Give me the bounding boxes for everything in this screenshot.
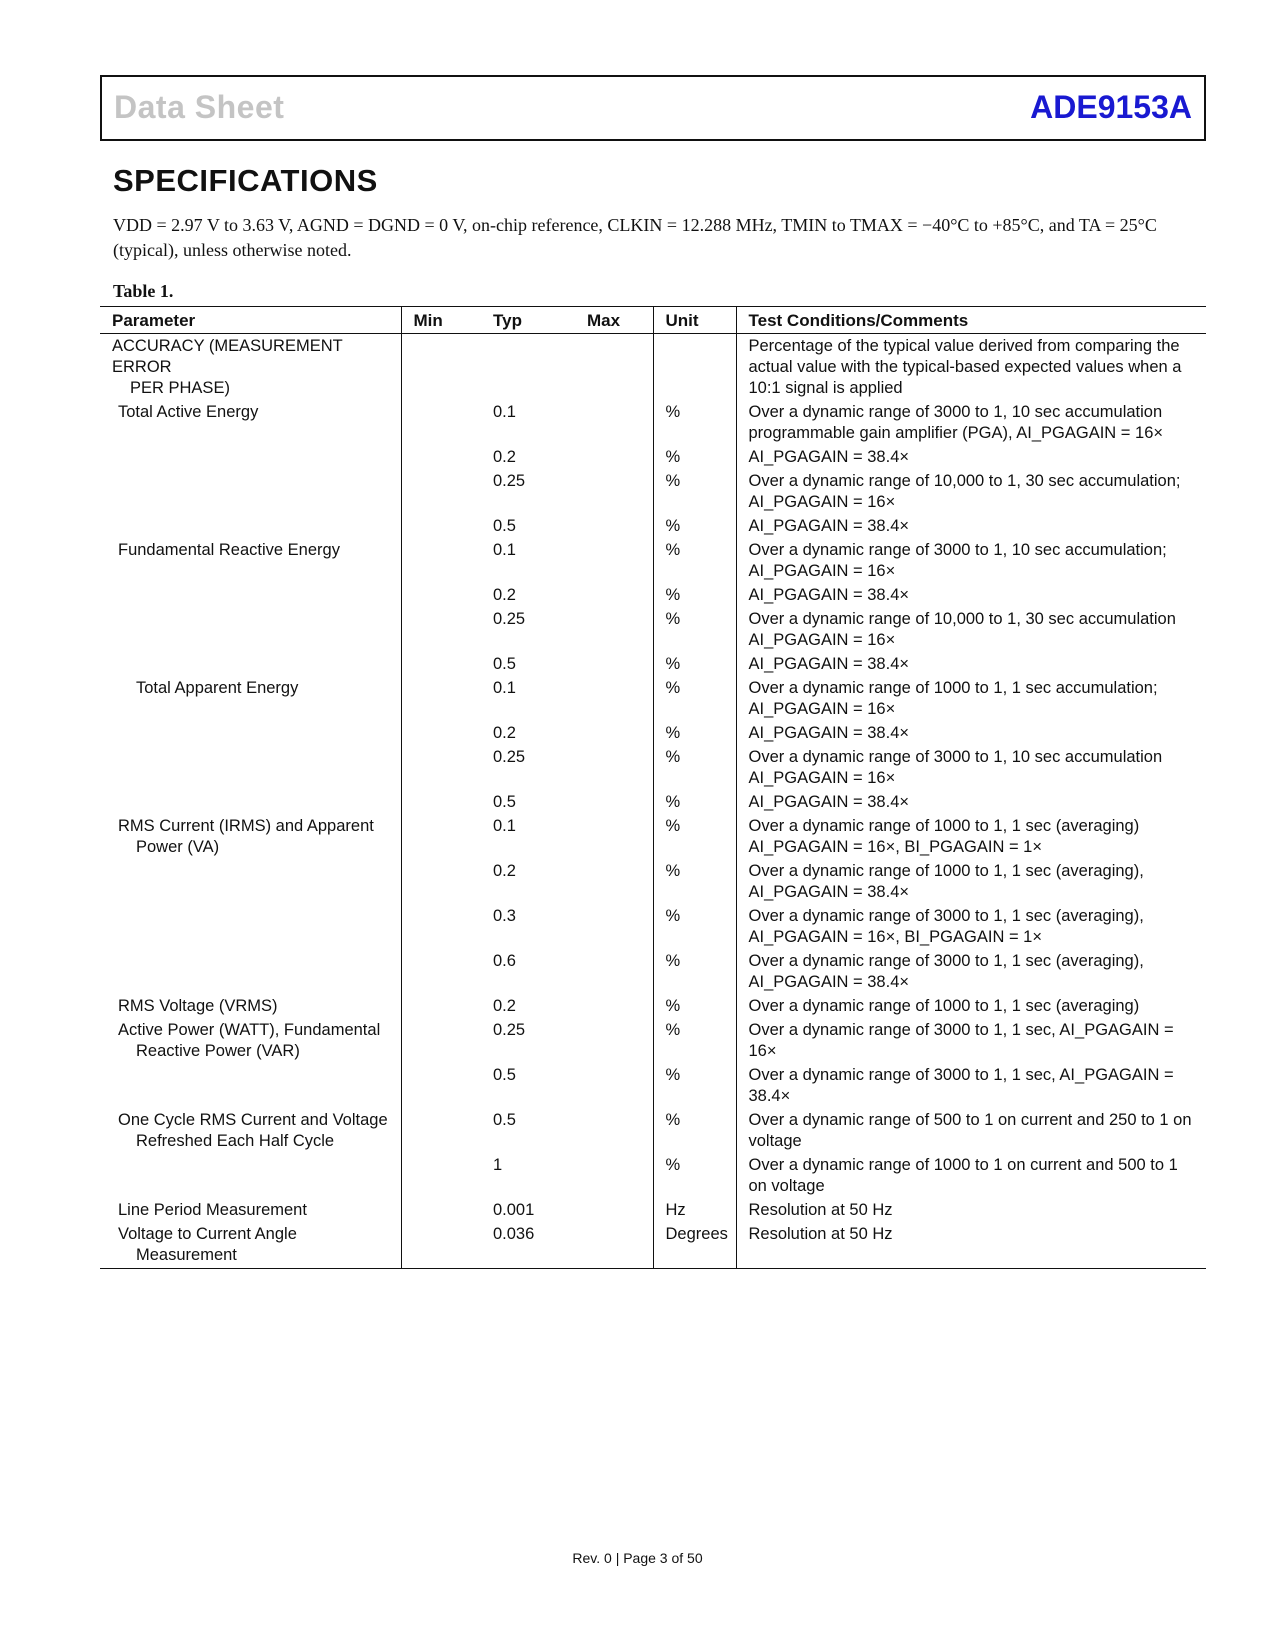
- cell-min: [401, 1200, 485, 1224]
- table-row: [100, 816, 1206, 861]
- cell-comment: Over a dynamic range of 3000 to 1, 10 sec accumulation programmable gain amplifier (PGA), AI_PGAGAIN = 16×: [748, 403, 1164, 442]
- cell-min: [401, 723, 485, 747]
- table-row: [100, 996, 1206, 1020]
- cell-parameter: [100, 678, 401, 723]
- parameter-text-continued: Refreshed Each Half Cycle: [136, 1132, 335, 1150]
- cell-parameter: [100, 1200, 401, 1224]
- cell-min: [401, 747, 485, 792]
- cell-max: [575, 609, 653, 654]
- cell-parameter: [100, 516, 401, 540]
- cell-unit: %: [653, 1020, 736, 1065]
- cell-parameter: [100, 540, 401, 585]
- cell-max: [575, 816, 653, 861]
- cell-typ: 0.1: [493, 817, 516, 835]
- table-row: [100, 678, 1206, 723]
- parameter-text-continued: Reactive Power (VAR): [136, 1042, 300, 1060]
- cell-parameter: [100, 723, 401, 747]
- cell-typ: 0.2: [493, 862, 516, 880]
- cell-parameter: [100, 816, 401, 861]
- cell-max: [575, 723, 653, 747]
- cell-comment: Resolution at 50 Hz: [748, 1201, 893, 1219]
- cell-max: [575, 906, 653, 951]
- table-row: [100, 540, 1206, 585]
- part-number[interactable]: ADE9153A: [1030, 89, 1192, 125]
- cell-comment: AI_PGAGAIN = 38.4×: [748, 586, 910, 604]
- cell-comment: AI_PGAGAIN = 38.4×: [748, 793, 910, 811]
- cell-typ: 0.5: [493, 517, 516, 535]
- table-row: [100, 1224, 1206, 1269]
- cell-min: [401, 792, 485, 816]
- cell-parameter: [100, 792, 401, 816]
- section-title: SPECIFICATIONS: [113, 163, 378, 198]
- cell-min: [401, 1065, 485, 1110]
- specifications-table: [100, 306, 1206, 1269]
- cell-comment: Over a dynamic range of 1000 to 1, 1 sec (averaging) AI_PGAGAIN = 16×, BI_PGAGAIN = 1×: [748, 817, 1140, 856]
- cell-min: [401, 951, 485, 996]
- cell-comment: Resolution at 50 Hz: [736, 1224, 1206, 1269]
- cell-typ: 0.25: [493, 610, 526, 628]
- cell-max: [575, 1200, 653, 1224]
- cell-typ: 0.036: [485, 1224, 575, 1269]
- cell-min: [401, 861, 485, 906]
- parameter-text: RMS Current (IRMS) and Apparent: [118, 817, 374, 835]
- table-row: [100, 951, 1206, 996]
- cell-comment: Over a dynamic range of 3000 to 1, 1 sec, AI_PGAGAIN = 16×: [748, 1021, 1174, 1060]
- cell-max: [575, 951, 653, 996]
- cell-unit: %: [653, 540, 736, 585]
- cell-min: [401, 1110, 485, 1155]
- cell-parameter: [100, 585, 401, 609]
- cell-typ: 0.25: [493, 472, 526, 490]
- cell-min: [401, 816, 485, 861]
- cell-typ: 0.25: [493, 748, 526, 766]
- header-typ: Typ: [485, 307, 575, 334]
- cell-min: [401, 471, 485, 516]
- table-row: [100, 1155, 1206, 1200]
- parameter-text: Total Apparent Energy: [136, 679, 299, 697]
- cell-min: [401, 447, 485, 471]
- cell-unit: %: [653, 861, 736, 906]
- cell-parameter: [100, 951, 401, 996]
- cell-min: [401, 540, 485, 585]
- cell-max: [575, 1065, 653, 1110]
- cell-unit: %: [653, 585, 736, 609]
- cell-parameter: [100, 1065, 401, 1110]
- cell-comment: Over a dynamic range of 10,000 to 1, 30 sec accumulation; AI_PGAGAIN = 16×: [748, 472, 1181, 511]
- cell-parameter: [100, 1110, 401, 1155]
- cell-unit: %: [653, 654, 736, 678]
- header-parameter: Parameter: [100, 307, 401, 334]
- cell-max: [575, 861, 653, 906]
- cell-comment: Over a dynamic range of 1000 to 1, 1 sec (averaging), AI_PGAGAIN = 38.4×: [748, 862, 1144, 901]
- cell-parameter: [100, 1155, 401, 1200]
- table-row: [100, 654, 1206, 678]
- cell-typ: 0.2: [493, 997, 516, 1015]
- cell-min: [401, 678, 485, 723]
- table-caption: Table 1.: [113, 281, 174, 301]
- cell-unit: %: [653, 609, 736, 654]
- cell-parameter: [100, 402, 401, 447]
- header-min: Min: [401, 307, 485, 334]
- cell-max: [575, 1020, 653, 1065]
- cell-typ: 0.5: [493, 1066, 516, 1084]
- cell-typ: 0.2: [493, 448, 516, 466]
- cell-max: [575, 678, 653, 723]
- table-row: [100, 471, 1206, 516]
- cell-typ: 0.2: [493, 724, 516, 742]
- header-comments: Test Conditions/Comments: [736, 307, 1206, 334]
- cell-unit: %: [653, 906, 736, 951]
- cell-parameter: [100, 654, 401, 678]
- cell-min: [401, 654, 485, 678]
- table-row: [100, 516, 1206, 540]
- table-row: [100, 402, 1206, 447]
- parameter-text: One Cycle RMS Current and Voltage: [118, 1111, 388, 1129]
- cell-comment: Over a dynamic range of 3000 to 1, 10 sec accumulation AI_PGAGAIN = 16×: [748, 748, 1163, 787]
- parameter-text: Total Active Energy: [118, 403, 259, 421]
- cell-parameter: [100, 996, 401, 1020]
- cell-parameter: [100, 861, 401, 906]
- cell-comment: Over a dynamic range of 1000 to 1, 1 sec (averaging): [748, 997, 1140, 1015]
- parameter-text: Fundamental Reactive Energy: [118, 541, 340, 559]
- table-row: [100, 861, 1206, 906]
- cell-max: [575, 747, 653, 792]
- intro-paragraph: VDD = 2.97 V to 3.63 V, AGND = DGND = 0 V, on-chip reference, CLKIN = 12.288 MHz, TMIN to TMAX = −40°C to +85°C, and TA = 25°C (typical), unless otherwise noted.: [113, 215, 1157, 260]
- cell-typ: 0.1: [493, 403, 516, 421]
- cell-max: [575, 1155, 653, 1200]
- cell-typ: 0.001: [493, 1201, 535, 1219]
- cell-typ: [485, 334, 575, 403]
- cell-unit: %: [653, 1155, 736, 1200]
- cell-min: [401, 609, 485, 654]
- cell-comment: Percentage of the typical value derived from comparing the actual value with the typical-based expected values when a 10:1 signal is applied: [748, 337, 1182, 397]
- cell-comment: Over a dynamic range of 1000 to 1 on current and 500 to 1 on voltage: [748, 1156, 1178, 1195]
- cell-comment: Over a dynamic range of 1000 to 1, 1 sec accumulation; AI_PGAGAIN = 16×: [748, 679, 1158, 718]
- header-max: Max: [575, 307, 653, 334]
- cell-parameter: [100, 1224, 401, 1269]
- parameter-text-continued: PER PHASE): [130, 379, 230, 397]
- cell-parameter: [100, 447, 401, 471]
- cell-max: [575, 1224, 653, 1269]
- cell-min: [401, 1155, 485, 1200]
- table-row: [100, 723, 1206, 747]
- cell-min: [401, 1020, 485, 1065]
- cell-typ: 0.2: [493, 586, 516, 604]
- cell-unit: %: [653, 1065, 736, 1110]
- cell-unit: %: [653, 516, 736, 540]
- table-row: [100, 585, 1206, 609]
- cell-comment: AI_PGAGAIN = 38.4×: [748, 448, 910, 466]
- cell-max: [575, 585, 653, 609]
- cell-max: [575, 996, 653, 1020]
- cell-max: [575, 402, 653, 447]
- cell-min: [401, 334, 485, 403]
- cell-comment: Over a dynamic range of 3000 to 1, 10 sec accumulation; AI_PGAGAIN = 16×: [748, 541, 1167, 580]
- cell-typ: 0.3: [493, 907, 516, 925]
- cell-comment: AI_PGAGAIN = 38.4×: [748, 655, 910, 673]
- cell-unit: [653, 334, 736, 403]
- cell-max: [575, 792, 653, 816]
- header-unit: Unit: [653, 307, 736, 334]
- cell-typ: 0.1: [493, 679, 516, 697]
- cell-unit: Hz: [653, 1200, 736, 1224]
- cell-unit: %: [653, 723, 736, 747]
- page-header: [100, 75, 1206, 141]
- cell-comment: Over a dynamic range of 3000 to 1, 1 sec (averaging), AI_PGAGAIN = 38.4×: [748, 952, 1144, 991]
- cell-parameter: [100, 747, 401, 792]
- parameter-text-continued: Measurement: [136, 1246, 237, 1264]
- cell-parameter: [100, 1020, 401, 1065]
- cell-max: [575, 447, 653, 471]
- cell-min: [401, 906, 485, 951]
- cell-comment: Over a dynamic range of 500 to 1 on current and 250 to 1 on voltage: [748, 1111, 1192, 1150]
- cell-unit: %: [653, 471, 736, 516]
- table-row: [100, 792, 1206, 816]
- table-row: [100, 1200, 1206, 1224]
- doc-type-label: Data Sheet: [114, 89, 285, 125]
- parameter-text: Line Period Measurement: [118, 1201, 307, 1219]
- cell-unit: %: [653, 996, 736, 1020]
- cell-comment: AI_PGAGAIN = 38.4×: [748, 724, 910, 742]
- cell-max: [575, 334, 653, 403]
- cell-comment: Over a dynamic range of 3000 to 1, 1 sec, AI_PGAGAIN = 38.4×: [748, 1066, 1174, 1105]
- cell-max: [575, 516, 653, 540]
- cell-typ: 0.6: [493, 952, 516, 970]
- table-row: [100, 609, 1206, 654]
- table-row: [100, 1020, 1206, 1065]
- cell-unit: %: [653, 951, 736, 996]
- parameter-text: Voltage to Current Angle: [118, 1225, 297, 1243]
- cell-min: [401, 996, 485, 1020]
- cell-min: [401, 402, 485, 447]
- cell-parameter: [100, 471, 401, 516]
- cell-max: [575, 471, 653, 516]
- cell-typ: 0.25: [493, 1021, 526, 1039]
- cell-unit: %: [653, 447, 736, 471]
- cell-unit: %: [653, 816, 736, 861]
- cell-parameter: [100, 906, 401, 951]
- parameter-text: ACCURACY (MEASUREMENT ERROR: [112, 337, 343, 376]
- page-footer: Rev. 0 | Page 3 of 50: [572, 1550, 703, 1566]
- cell-unit: %: [653, 402, 736, 447]
- cell-min: [401, 516, 485, 540]
- table-row: [100, 747, 1206, 792]
- cell-comment: AI_PGAGAIN = 38.4×: [748, 517, 910, 535]
- table-header-row: [100, 307, 1206, 334]
- cell-min: [401, 1224, 485, 1269]
- cell-min: [401, 585, 485, 609]
- table-row: [100, 447, 1206, 471]
- cell-unit: Degrees: [653, 1224, 736, 1269]
- cell-typ: 0.1: [493, 541, 516, 559]
- parameter-text: Active Power (WATT), Fundamental: [118, 1021, 381, 1039]
- cell-typ: 0.5: [493, 655, 516, 673]
- cell-parameter: [100, 609, 401, 654]
- cell-unit: %: [653, 792, 736, 816]
- table-row: [100, 906, 1206, 951]
- cell-parameter: [100, 334, 401, 403]
- table-row: [100, 1065, 1206, 1110]
- cell-typ: 0.5: [493, 1111, 516, 1129]
- cell-unit: %: [653, 678, 736, 723]
- cell-max: [575, 540, 653, 585]
- cell-comment: Over a dynamic range of 10,000 to 1, 30 sec accumulation AI_PGAGAIN = 16×: [748, 610, 1176, 649]
- cell-comment: Over a dynamic range of 3000 to 1, 1 sec (averaging), AI_PGAGAIN = 16×, BI_PGAGAIN = 1×: [748, 907, 1144, 946]
- cell-unit: %: [653, 747, 736, 792]
- table-row: [100, 1110, 1206, 1155]
- parameter-text: RMS Voltage (VRMS): [118, 997, 278, 1015]
- cell-unit: %: [653, 1110, 736, 1155]
- parameter-text-continued: Power (VA): [136, 838, 220, 856]
- cell-typ: 0.5: [493, 793, 516, 811]
- table-row: [100, 334, 1206, 403]
- cell-max: [575, 1110, 653, 1155]
- cell-max: [575, 654, 653, 678]
- cell-typ: 1: [493, 1156, 503, 1174]
